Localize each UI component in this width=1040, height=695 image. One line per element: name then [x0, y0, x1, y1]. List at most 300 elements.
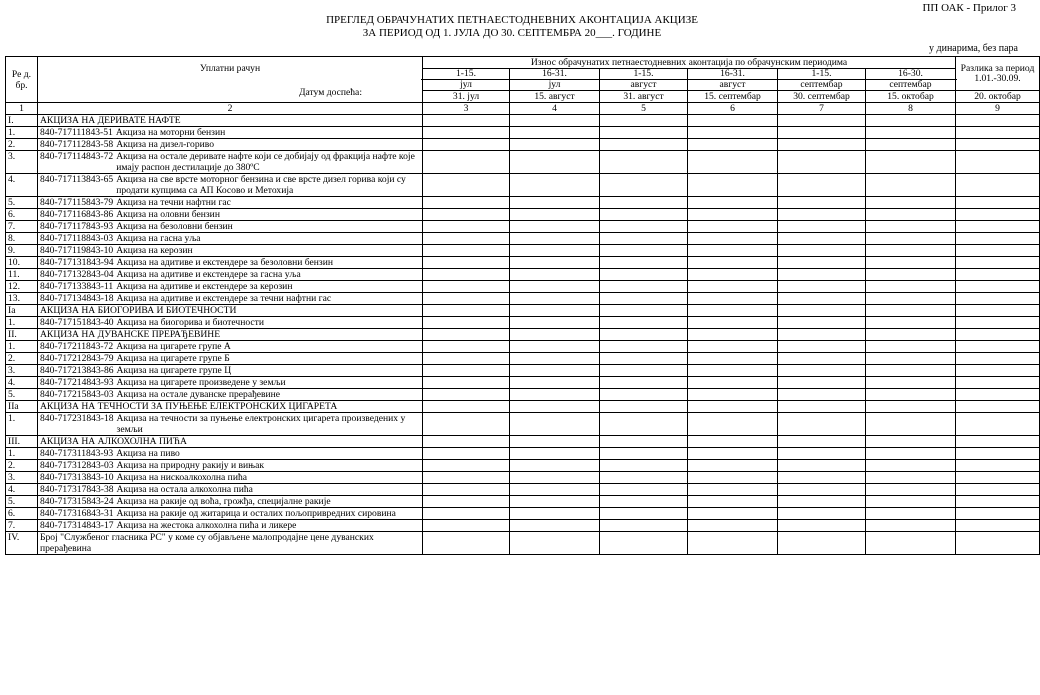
amount-cell[interactable] — [600, 520, 688, 532]
amount-cell[interactable] — [600, 317, 688, 329]
amount-cell[interactable] — [688, 329, 778, 341]
amount-cell[interactable] — [600, 293, 688, 305]
amount-cell[interactable] — [423, 233, 510, 245]
amount-cell[interactable] — [423, 496, 510, 508]
amount-cell[interactable] — [600, 448, 688, 460]
header-difference: Разлика за период 1.01.-30.09. — [956, 57, 1040, 91]
amount-cell[interactable] — [600, 353, 688, 365]
amount-cell[interactable] — [778, 115, 866, 127]
amount-cell[interactable] — [866, 472, 956, 484]
amount-cell[interactable] — [866, 401, 956, 413]
header-period-range: 1-15. — [421, 69, 511, 80]
amount-cell[interactable] — [778, 460, 866, 472]
amount-cell[interactable] — [956, 209, 1040, 221]
table-row — [6, 269, 1040, 281]
row-number: 4. — [6, 484, 38, 496]
amount-cell[interactable] — [778, 401, 866, 413]
amount-cell[interactable] — [423, 139, 510, 151]
amount-cell[interactable] — [778, 377, 866, 389]
amount-cell[interactable] — [778, 448, 866, 460]
header-period-5 — [778, 69, 866, 91]
amount-cell[interactable] — [423, 532, 510, 555]
account-number: 840-717111843-51 — [40, 127, 113, 138]
amount-cell[interactable] — [423, 508, 510, 520]
row-number: 3. — [6, 151, 38, 174]
amount-cell[interactable] — [866, 520, 956, 532]
amount-cell[interactable] — [510, 496, 600, 508]
amount-cell[interactable] — [688, 197, 778, 209]
amount-cell[interactable] — [688, 377, 778, 389]
amount-cell[interactable] — [600, 460, 688, 472]
amount-cell[interactable] — [866, 389, 956, 401]
amount-cell[interactable] — [600, 341, 688, 353]
amount-cell[interactable] — [510, 305, 600, 317]
account-cell — [38, 281, 423, 293]
amount-cell[interactable] — [510, 115, 600, 127]
row-number: 2. — [6, 460, 38, 472]
header-period-range: 1-15. — [776, 69, 867, 80]
account-description: Акциза на нискоалкохолна пића — [116, 472, 248, 483]
row-number: III. — [6, 436, 38, 448]
amount-cell[interactable] — [866, 209, 956, 221]
amount-cell[interactable] — [423, 341, 510, 353]
amount-cell[interactable] — [956, 197, 1040, 209]
amount-cell[interactable] — [778, 281, 866, 293]
section-title: АКЦИЗА НА БИОГОРИВА И БИОТЕЧНОСТИ — [38, 305, 423, 317]
amount-cell[interactable] — [778, 269, 866, 281]
amount-cell[interactable] — [600, 484, 688, 496]
amount-cell[interactable] — [600, 508, 688, 520]
account-cell — [38, 448, 423, 460]
amount-cell[interactable] — [510, 520, 600, 532]
row-number: 2. — [6, 139, 38, 151]
amount-cell[interactable] — [866, 353, 956, 365]
title-line-2: ЗА ПЕРИОД ОД 1. ЈУЛА ДО 30. СЕПТЕМБРА 20___. ГОДИНЕ — [362, 27, 662, 39]
amount-cell[interactable] — [778, 197, 866, 209]
table-row — [6, 317, 1040, 329]
amount-cell[interactable] — [423, 269, 510, 281]
amount-cell[interactable] — [688, 245, 778, 257]
amount-cell[interactable] — [688, 139, 778, 151]
amount-cell[interactable] — [956, 281, 1040, 293]
amount-cell[interactable] — [778, 389, 866, 401]
amount-cell[interactable] — [778, 127, 866, 139]
account-cell — [38, 151, 423, 174]
amount-cell[interactable] — [688, 389, 778, 401]
amount-cell[interactable] — [866, 329, 956, 341]
amount-cell[interactable] — [600, 496, 688, 508]
amount-cell[interactable] — [423, 245, 510, 257]
amount-cell[interactable] — [956, 233, 1040, 245]
amount-cell[interactable] — [510, 436, 600, 448]
amount-cell[interactable] — [866, 413, 956, 436]
amount-cell[interactable] — [866, 341, 956, 353]
amount-cell[interactable] — [956, 377, 1040, 389]
amount-cell[interactable] — [956, 174, 1040, 197]
header-period-month: јул — [548, 79, 561, 90]
amount-cell[interactable] — [423, 151, 510, 174]
account-cell — [38, 484, 423, 496]
amount-cell[interactable] — [778, 174, 866, 197]
account-description: Акциза на остала алкохолна пића — [116, 484, 253, 495]
amount-cell[interactable] — [956, 496, 1040, 508]
amount-cell[interactable] — [688, 174, 778, 197]
amount-cell[interactable] — [866, 269, 956, 281]
amount-cell[interactable] — [510, 341, 600, 353]
amount-cell[interactable] — [688, 269, 778, 281]
amount-cell[interactable] — [866, 127, 956, 139]
amount-cell[interactable] — [866, 448, 956, 460]
amount-cell[interactable] — [510, 281, 600, 293]
amount-cell[interactable] — [600, 197, 688, 209]
amount-cell[interactable] — [510, 353, 600, 365]
amount-cell[interactable] — [688, 115, 778, 127]
account-description: Акциза на цигарете групе Б — [116, 353, 230, 364]
amount-cell[interactable] — [510, 472, 600, 484]
header-period-6 — [866, 69, 956, 91]
amount-cell[interactable] — [778, 209, 866, 221]
amount-cell[interactable] — [866, 139, 956, 151]
amount-cell[interactable] — [510, 221, 600, 233]
amount-cell[interactable] — [778, 341, 866, 353]
amount-cell[interactable] — [956, 151, 1040, 174]
amount-cell[interactable] — [423, 281, 510, 293]
amount-cell[interactable] — [956, 305, 1040, 317]
table-row — [6, 377, 1040, 389]
amount-cell[interactable] — [778, 257, 866, 269]
table-row — [6, 484, 1040, 496]
account-description: Акциза на безоловни бензин — [116, 221, 233, 232]
account-number: 840-717132843-04 — [40, 269, 114, 280]
amount-cell[interactable] — [956, 401, 1040, 413]
amount-cell[interactable] — [778, 496, 866, 508]
amount-cell[interactable] — [423, 401, 510, 413]
account-cell — [38, 389, 423, 401]
amount-cell[interactable] — [956, 329, 1040, 341]
amount-cell[interactable] — [866, 281, 956, 293]
amount-cell[interactable] — [688, 221, 778, 233]
amount-cell[interactable] — [866, 496, 956, 508]
amount-cell[interactable] — [688, 520, 778, 532]
amount-cell[interactable] — [956, 341, 1040, 353]
amount-cell[interactable] — [688, 401, 778, 413]
amount-cell[interactable] — [866, 532, 956, 555]
amount-cell[interactable] — [600, 174, 688, 197]
amount-cell[interactable] — [600, 401, 688, 413]
column-number: 4 — [510, 103, 600, 115]
amount-cell[interactable] — [778, 353, 866, 365]
header-due-2: 15. август — [510, 91, 600, 103]
amount-cell[interactable] — [600, 377, 688, 389]
amount-cell[interactable] — [778, 472, 866, 484]
amount-cell[interactable] — [423, 448, 510, 460]
header-period-3 — [600, 69, 688, 91]
account-description: Акциза на адитиве и екстендере за течни нафтни гас — [116, 293, 332, 304]
amount-cell[interactable] — [510, 293, 600, 305]
row-number: 12. — [6, 281, 38, 293]
amount-cell[interactable] — [423, 365, 510, 377]
amount-cell[interactable] — [688, 353, 778, 365]
amount-cell[interactable] — [956, 436, 1040, 448]
amount-cell[interactable] — [423, 436, 510, 448]
amount-cell[interactable] — [510, 448, 600, 460]
account-description: Акциза на биогорива и биотечности — [116, 317, 264, 328]
amount-cell[interactable] — [778, 329, 866, 341]
amount-cell[interactable] — [688, 448, 778, 460]
row-number: 1. — [6, 317, 38, 329]
account-description: Акциза на керозин — [116, 245, 193, 256]
amount-cell[interactable] — [956, 365, 1040, 377]
amount-cell[interactable] — [510, 460, 600, 472]
amount-cell[interactable] — [866, 317, 956, 329]
amount-cell[interactable] — [778, 139, 866, 151]
amount-cell[interactable] — [600, 269, 688, 281]
row-number: I. — [6, 115, 38, 127]
amount-cell[interactable] — [866, 508, 956, 520]
column-number: 1 — [6, 103, 38, 115]
amount-cell[interactable] — [600, 115, 688, 127]
column-number: 5 — [600, 103, 688, 115]
amount-cell[interactable] — [866, 197, 956, 209]
amount-cell[interactable] — [866, 293, 956, 305]
amount-cell[interactable] — [956, 115, 1040, 127]
amount-cell[interactable] — [688, 209, 778, 221]
table-row — [6, 174, 1040, 197]
header-period-2 — [510, 69, 600, 91]
amount-cell[interactable] — [866, 305, 956, 317]
row-number: Iа — [6, 305, 38, 317]
amount-cell[interactable] — [866, 221, 956, 233]
amount-cell[interactable] — [600, 127, 688, 139]
amount-cell[interactable] — [778, 317, 866, 329]
amount-cell[interactable] — [688, 496, 778, 508]
amount-cell[interactable] — [510, 245, 600, 257]
amount-cell[interactable] — [510, 508, 600, 520]
amount-cell[interactable] — [510, 413, 600, 436]
account-description: Акциза на цигарете произведене у земљи — [116, 377, 286, 388]
account-description: Акциза на пиво — [116, 448, 180, 459]
table-row — [6, 233, 1040, 245]
amount-cell[interactable] — [956, 532, 1040, 555]
account-description: Акциза на моторни бензин — [115, 127, 226, 138]
amount-cell[interactable] — [778, 365, 866, 377]
amount-cell[interactable] — [600, 389, 688, 401]
amount-cell[interactable] — [866, 151, 956, 174]
amount-cell[interactable] — [600, 329, 688, 341]
amount-cell[interactable] — [510, 257, 600, 269]
amount-cell[interactable] — [510, 532, 600, 555]
amount-cell[interactable] — [423, 221, 510, 233]
amount-cell[interactable] — [956, 317, 1040, 329]
amount-cell[interactable] — [510, 389, 600, 401]
amount-cell[interactable] — [600, 436, 688, 448]
amount-cell[interactable] — [956, 508, 1040, 520]
account-cell — [38, 341, 423, 353]
amount-cell[interactable] — [688, 460, 778, 472]
amount-cell[interactable] — [688, 281, 778, 293]
amount-cell[interactable] — [510, 139, 600, 151]
amount-cell[interactable] — [600, 221, 688, 233]
amount-cell[interactable] — [600, 257, 688, 269]
amount-cell[interactable] — [866, 377, 956, 389]
amount-cell[interactable] — [510, 233, 600, 245]
amount-cell[interactable] — [423, 377, 510, 389]
amount-cell[interactable] — [600, 305, 688, 317]
amount-cell[interactable] — [688, 436, 778, 448]
amount-cell[interactable] — [956, 460, 1040, 472]
amount-cell[interactable] — [956, 257, 1040, 269]
amount-cell[interactable] — [423, 174, 510, 197]
row-number: 1. — [6, 341, 38, 353]
amount-cell[interactable] — [688, 317, 778, 329]
amount-cell[interactable] — [778, 532, 866, 555]
table-row — [6, 209, 1040, 221]
amount-cell[interactable] — [510, 174, 600, 197]
amount-cell[interactable] — [423, 197, 510, 209]
amount-cell[interactable] — [688, 293, 778, 305]
row-number: 1. — [6, 413, 38, 436]
amount-cell[interactable] — [510, 484, 600, 496]
amount-cell[interactable] — [423, 520, 510, 532]
amount-cell[interactable] — [688, 305, 778, 317]
amount-cell[interactable] — [688, 127, 778, 139]
amount-cell[interactable] — [866, 174, 956, 197]
amount-cell[interactable] — [423, 329, 510, 341]
amount-cell[interactable] — [510, 127, 600, 139]
amount-cell[interactable] — [688, 365, 778, 377]
amount-cell[interactable] — [956, 520, 1040, 532]
amount-cell[interactable] — [423, 484, 510, 496]
amount-cell[interactable] — [956, 221, 1040, 233]
table-row — [6, 127, 1040, 139]
amount-cell[interactable] — [688, 257, 778, 269]
amount-cell[interactable] — [600, 151, 688, 174]
amount-cell[interactable] — [866, 245, 956, 257]
table-row — [6, 151, 1040, 174]
account-description: Акциза на адитиве и екстендере за безоловни бензин — [116, 257, 333, 268]
amount-cell[interactable] — [956, 293, 1040, 305]
amount-cell[interactable] — [956, 353, 1040, 365]
amount-cell[interactable] — [866, 257, 956, 269]
amount-cell[interactable] — [600, 233, 688, 245]
amount-cell[interactable] — [600, 472, 688, 484]
amount-cell[interactable] — [778, 221, 866, 233]
amount-cell[interactable] — [688, 151, 778, 174]
amount-cell[interactable] — [423, 209, 510, 221]
amount-cell[interactable] — [600, 281, 688, 293]
amount-cell[interactable] — [510, 365, 600, 377]
table-row — [6, 353, 1040, 365]
amount-cell[interactable] — [956, 245, 1040, 257]
header-period-month: август — [630, 79, 657, 90]
amount-cell[interactable] — [778, 508, 866, 520]
amount-cell[interactable] — [866, 115, 956, 127]
amount-cell[interactable] — [688, 341, 778, 353]
amount-cell[interactable] — [956, 269, 1040, 281]
amount-cell[interactable] — [600, 209, 688, 221]
amount-cell[interactable] — [423, 115, 510, 127]
amount-cell[interactable] — [778, 436, 866, 448]
amount-cell[interactable] — [778, 151, 866, 174]
header-period-month: септембар — [889, 79, 932, 90]
amount-cell[interactable] — [778, 520, 866, 532]
account-cell — [38, 496, 423, 508]
excise-table — [5, 56, 1040, 555]
amount-cell[interactable] — [688, 472, 778, 484]
amount-cell[interactable] — [423, 353, 510, 365]
amount-cell[interactable] — [778, 305, 866, 317]
table-row — [6, 257, 1040, 269]
amount-cell[interactable] — [956, 413, 1040, 436]
account-number: 840-717117843-93 — [40, 221, 114, 232]
amount-cell[interactable] — [423, 413, 510, 436]
account-description: Акциза на цигарете групе Ц — [116, 365, 232, 376]
amount-cell[interactable] — [956, 484, 1040, 496]
amount-cell[interactable] — [778, 413, 866, 436]
amount-cell[interactable] — [510, 329, 600, 341]
amount-cell[interactable] — [510, 317, 600, 329]
amount-cell[interactable] — [688, 233, 778, 245]
amount-cell[interactable] — [866, 460, 956, 472]
amount-cell[interactable] — [600, 245, 688, 257]
amount-cell[interactable] — [778, 233, 866, 245]
amount-cell[interactable] — [778, 484, 866, 496]
amount-cell[interactable] — [866, 484, 956, 496]
amount-cell[interactable] — [510, 269, 600, 281]
amount-cell[interactable] — [956, 139, 1040, 151]
header-due-1: 31. јул — [423, 91, 510, 103]
amount-cell[interactable] — [866, 436, 956, 448]
amount-cell[interactable] — [600, 139, 688, 151]
amount-cell[interactable] — [778, 245, 866, 257]
amount-cell[interactable] — [956, 389, 1040, 401]
account-description: Акциза на адитиве и екстендере за гасна уља — [116, 269, 301, 280]
amount-cell[interactable] — [688, 508, 778, 520]
table-row — [6, 293, 1040, 305]
account-cell — [38, 317, 423, 329]
amount-cell[interactable] — [600, 532, 688, 555]
amount-cell[interactable] — [688, 484, 778, 496]
amount-cell[interactable] — [423, 472, 510, 484]
amount-cell[interactable] — [423, 127, 510, 139]
amount-cell[interactable] — [510, 209, 600, 221]
amount-cell[interactable] — [600, 365, 688, 377]
amount-cell[interactable] — [778, 293, 866, 305]
amount-cell[interactable] — [866, 233, 956, 245]
amount-cell[interactable] — [600, 413, 688, 436]
amount-cell[interactable] — [866, 365, 956, 377]
amount-cell[interactable] — [956, 472, 1040, 484]
row-number: 11. — [6, 269, 38, 281]
amount-cell[interactable] — [956, 448, 1040, 460]
amount-cell[interactable] — [423, 460, 510, 472]
amount-cell[interactable] — [510, 377, 600, 389]
amount-cell[interactable] — [510, 151, 600, 174]
amount-cell[interactable] — [423, 317, 510, 329]
amount-cell[interactable] — [956, 127, 1040, 139]
column-number: 7 — [778, 103, 866, 115]
amount-cell[interactable] — [423, 389, 510, 401]
amount-cell[interactable] — [510, 197, 600, 209]
account-number: 840-717113843-65 — [40, 174, 114, 185]
amount-cell[interactable] — [423, 305, 510, 317]
amount-cell[interactable] — [423, 293, 510, 305]
amount-cell[interactable] — [688, 532, 778, 555]
amount-cell[interactable] — [510, 401, 600, 413]
amount-cell[interactable] — [688, 413, 778, 436]
account-cell — [38, 127, 423, 139]
amount-cell[interactable] — [423, 257, 510, 269]
